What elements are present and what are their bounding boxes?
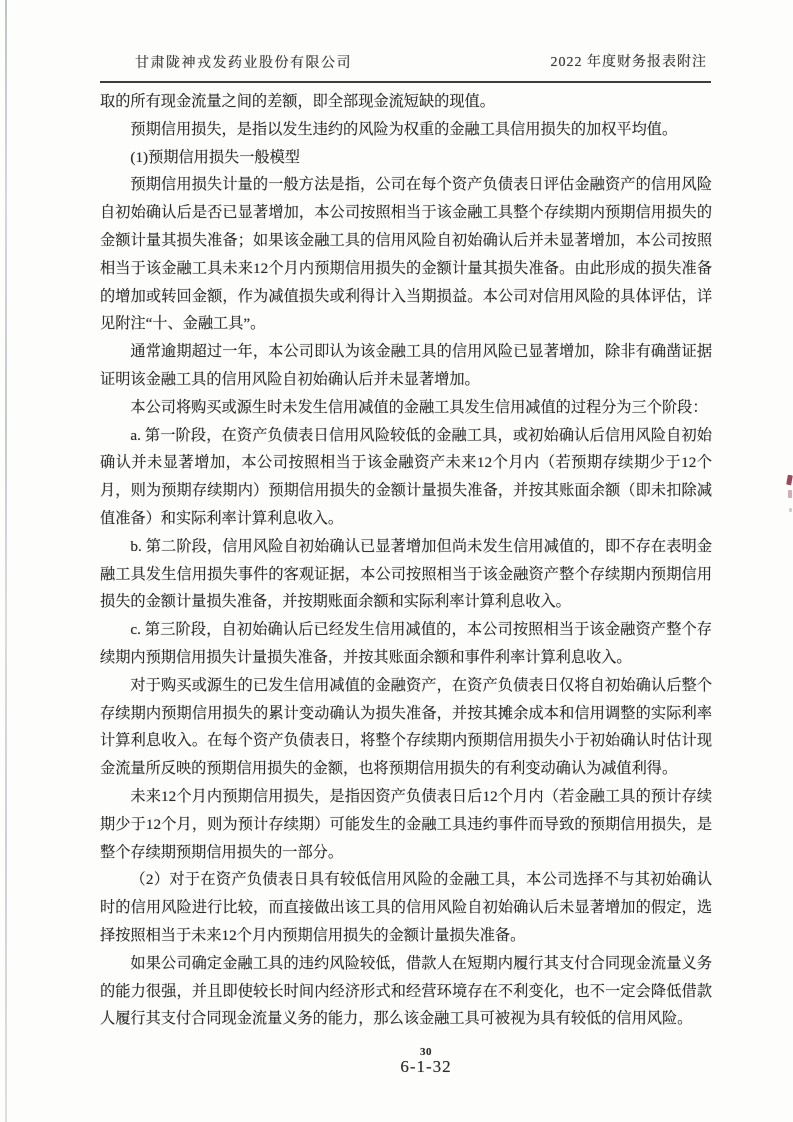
section-page-number: 6-1-32 — [400, 1057, 452, 1076]
header-doc-title: 2022 年度财务报表附注 — [550, 55, 707, 70]
ink-edge-mark-faint — [788, 490, 792, 498]
paragraph: 如果公司确定金融工具的违约风险较低，借款人在短期内履行其支付合同现金流量义务的能力很强，并且即使较长时间内经济形式和经营环境存在不利变化，也不一定会降低借款人履行其支付合同现金流量义务的能力，那么该金融工具可被视为具有较低的信用风险。 — [100, 954, 712, 1028]
header-rule — [100, 81, 711, 83]
header-company-name: 甘肃陇神戎发药业股份有限公司 — [135, 56, 352, 71]
ink-edge-dot — [789, 508, 792, 512]
paragraph: （2）对于在资产负债表日具有较低信用风险的金融工具，本公司选择不与其初始确认时的信用风险进行比较，而直接做出该工具的信用风险自初始确认后未显著增加的假定，选择按照相当于未来12个月内预期信用损失的金额计量损失准备。 — [100, 871, 712, 944]
document-body — [100, 88, 712, 1033]
paragraph: 预期信用损失，是指以发生违约的风险为权重的金融工具信用损失的加权平均值。 — [130, 120, 678, 138]
paragraph: 预期信用损失计量的一般方法是指，公司在每个资产负债表日评估金融资产的信用风险自初始确认后是否已显著增加，本公司按照相当于该金融工具整个存续期内预期信用损失的金额计量其损失准备；如果该金融工具的信用风险自初始确认后并未显著增加，本公司按照相当于该金融工具未来12个月内预期信用损失的金额计量其损失准备。由此形成的损失准备的增加或转回金额，作为减值损失或利得计入当期损益。本公司对信用风险的具体评估，详见附注“十、金融工具”。 — [100, 176, 712, 333]
paragraph: b. 第二阶段，信用风险自初始确认已显著增加但尚未发生信用减值的，即不存在表明金融工具发生信用损失事件的客观证据，本公司按照相当于该金融资产整个存续期内预期信用损失的金额计量损失准备，并按期账面余额和实际利率计算利息收入。 — [100, 537, 712, 611]
page-number: 30 — [420, 1046, 432, 1058]
ink-edge-mark — [786, 475, 793, 486]
scan-edge-artifact — [5, 0, 7, 1122]
paragraph: 本公司将购买或源生时未发生信用减值的金融工具发生信用减值的过程分为三个阶段： — [130, 398, 708, 416]
paragraph: 取的所有现金流量之间的差额，即全部现金流短缺的现值。 — [100, 93, 495, 110]
page-footer — [61, 1046, 791, 1077]
paragraph: 对于购买或源生的已发生信用减值的金融资产，在资产负债表日仅将自初始确认后整个存续期内预期信用损失的累计变动确认为损失准备，并按其摊余成本和信用调整的实际利率计算利息收入。在每个资产负债表日，将整个存续期内预期信用损失小于初始确认时估计现金流量所反映的预期信用损失的金额，也将预期信用损失的有利变动确认为减值利得。 — [100, 676, 712, 778]
paragraph: a. 第一阶段，在资产负债表日信用风险较低的金融工具，或初始确认后信用风险自初始确认并未显著增加，本公司按照相当于该金融资产未来12个月内（若预期存续期少于12个月，则为预期存续期内）预期信用损失的金额计量损失准备，并按其账面余额（即未扣除减值准备）和实际利率计算利息收入。 — [100, 426, 712, 527]
paragraph: 未来12个月内预期信用损失，是指因资产负债表日后12个月内（若金融工具的预计存续期少于12个月，则为预计存续期）可能发生的金融工具违约事件而导致的预期信用损失，是整个存续期预期信用损失的一部分。 — [100, 787, 712, 861]
paragraph: c. 第三阶段，自初始确认后已经发生信用减值的，本公司按照相当于该金融资产整个存续期内预期信用损失计量损失准备，并按其账面余额和事件利率计算利息收入。 — [100, 621, 712, 666]
section-heading: (1)预期信用损失一般模型 — [130, 148, 300, 166]
paragraph: 通常逾期超过一年，本公司即认为该金融工具的信用风险已显著增加，除非有确凿证据证明该金融工具的信用风险自初始确认后并未显著增加。 — [100, 343, 712, 388]
